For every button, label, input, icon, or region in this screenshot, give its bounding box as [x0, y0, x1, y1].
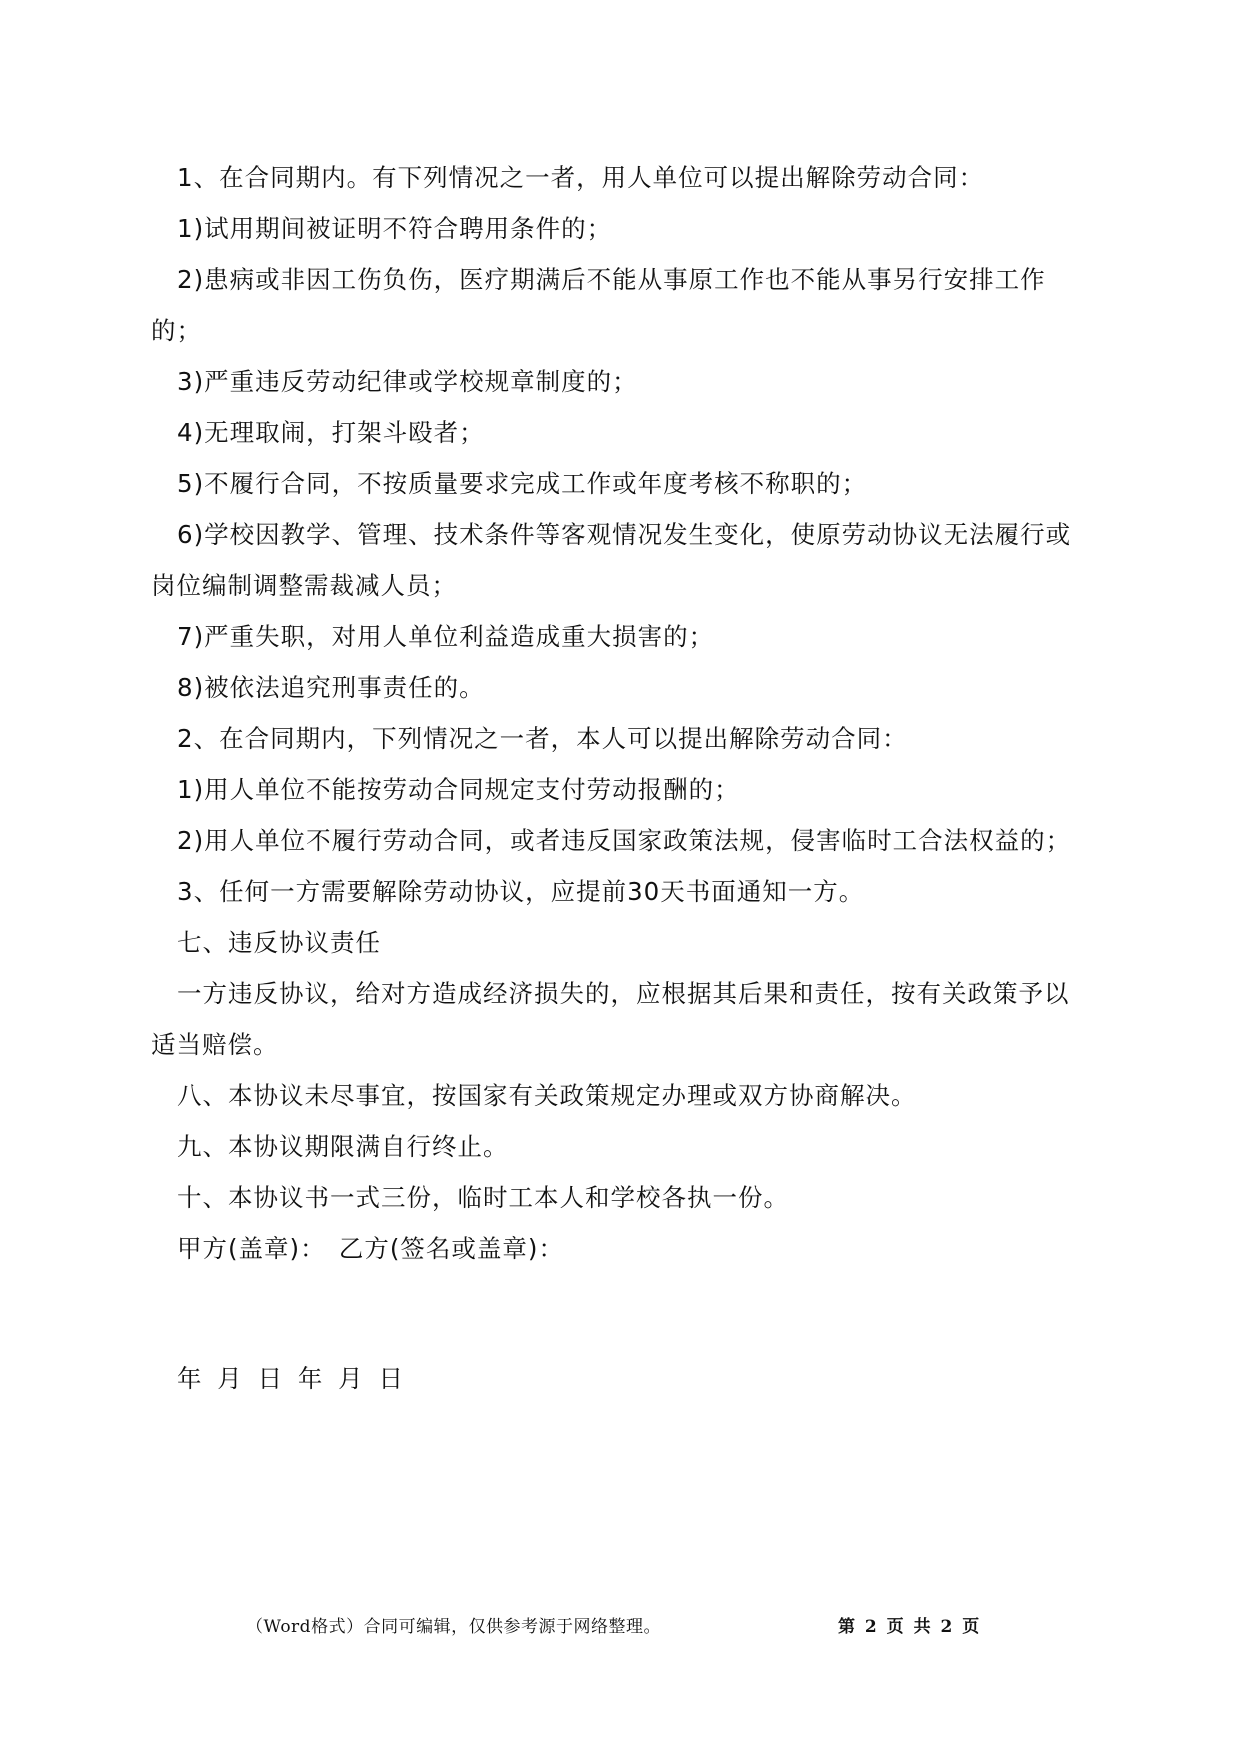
- clause-1-item-1: 1)试用期间被证明不符合聘用条件的；: [177, 214, 613, 243]
- page-number: 第 2 页 共 2 页: [838, 1617, 982, 1637]
- section-9: 九、本协议期限满自行终止。: [177, 1132, 509, 1161]
- clause-1-item-7: 7)严重失职，对用人单位利益造成重大损害的；: [177, 622, 715, 651]
- section-7-text: 一方违反协议，给对方造成经济损失的，应根据其后果和责任，按有关政策予以适当赔偿。: [151, 979, 1070, 1059]
- date-line: 年 月 日 年 月 日: [177, 1363, 404, 1393]
- clause-2-item-2: 2)用人单位不履行劳动合同，或者违反国家政策法规，侵害临时工合法权益的；: [177, 826, 1072, 855]
- clause-1-item-5: 5)不履行合同，不按质量要求完成工作或年度考核不称职的；: [177, 469, 868, 498]
- clause-2-heading: 2、在合同期内，下列情况之一者，本人可以提出解除劳动合同：: [177, 724, 908, 753]
- section-7-heading: 七、违反协议责任: [177, 928, 381, 957]
- clause-1-item-8: 8)被依法追究刑事责任的。: [177, 673, 485, 702]
- section-8: 八、本协议未尽事宜，按国家有关政策规定办理或双方协商解决。: [177, 1081, 917, 1110]
- clause-1-item-2: 2)患病或非因工伤负伤，医疗期满后不能从事原工作也不能从事另行安排工作的；: [151, 265, 1046, 345]
- document-body: [151, 152, 1091, 1428]
- signature-spacer: [151, 1274, 1091, 1328]
- clause-1-item-4: 4)无理取闹，打架斗殴者；: [177, 418, 485, 447]
- page-footer: [0, 1612, 1241, 1642]
- clause-1-item-3: 3)严重违反劳动纪律或学校规章制度的；: [177, 367, 638, 396]
- clause-2-item-1: 1)用人单位不能按劳动合同规定支付劳动报酬的；: [177, 775, 740, 804]
- section-10: 十、本协议书一式三份，临时工本人和学校各执一份。: [177, 1183, 789, 1212]
- footer-note: （Word格式）合同可编辑，仅供参考源于网络整理。: [246, 1617, 662, 1637]
- clause-3: 3、任何一方需要解除劳动协议，应提前30天书面通知一方。: [177, 877, 865, 906]
- signature-line: 甲方(盖章)： 乙方(签名或盖章)：: [177, 1234, 564, 1263]
- clause-1-item-6: 6)学校因教学、管理、技术条件等客观情况发生变化，使原劳动协议无法履行或岗位编制调整需裁减人员；: [151, 520, 1072, 600]
- clause-1-heading: 1、在合同期内。有下列情况之一者，用人单位可以提出解除劳动合同：: [177, 163, 985, 192]
